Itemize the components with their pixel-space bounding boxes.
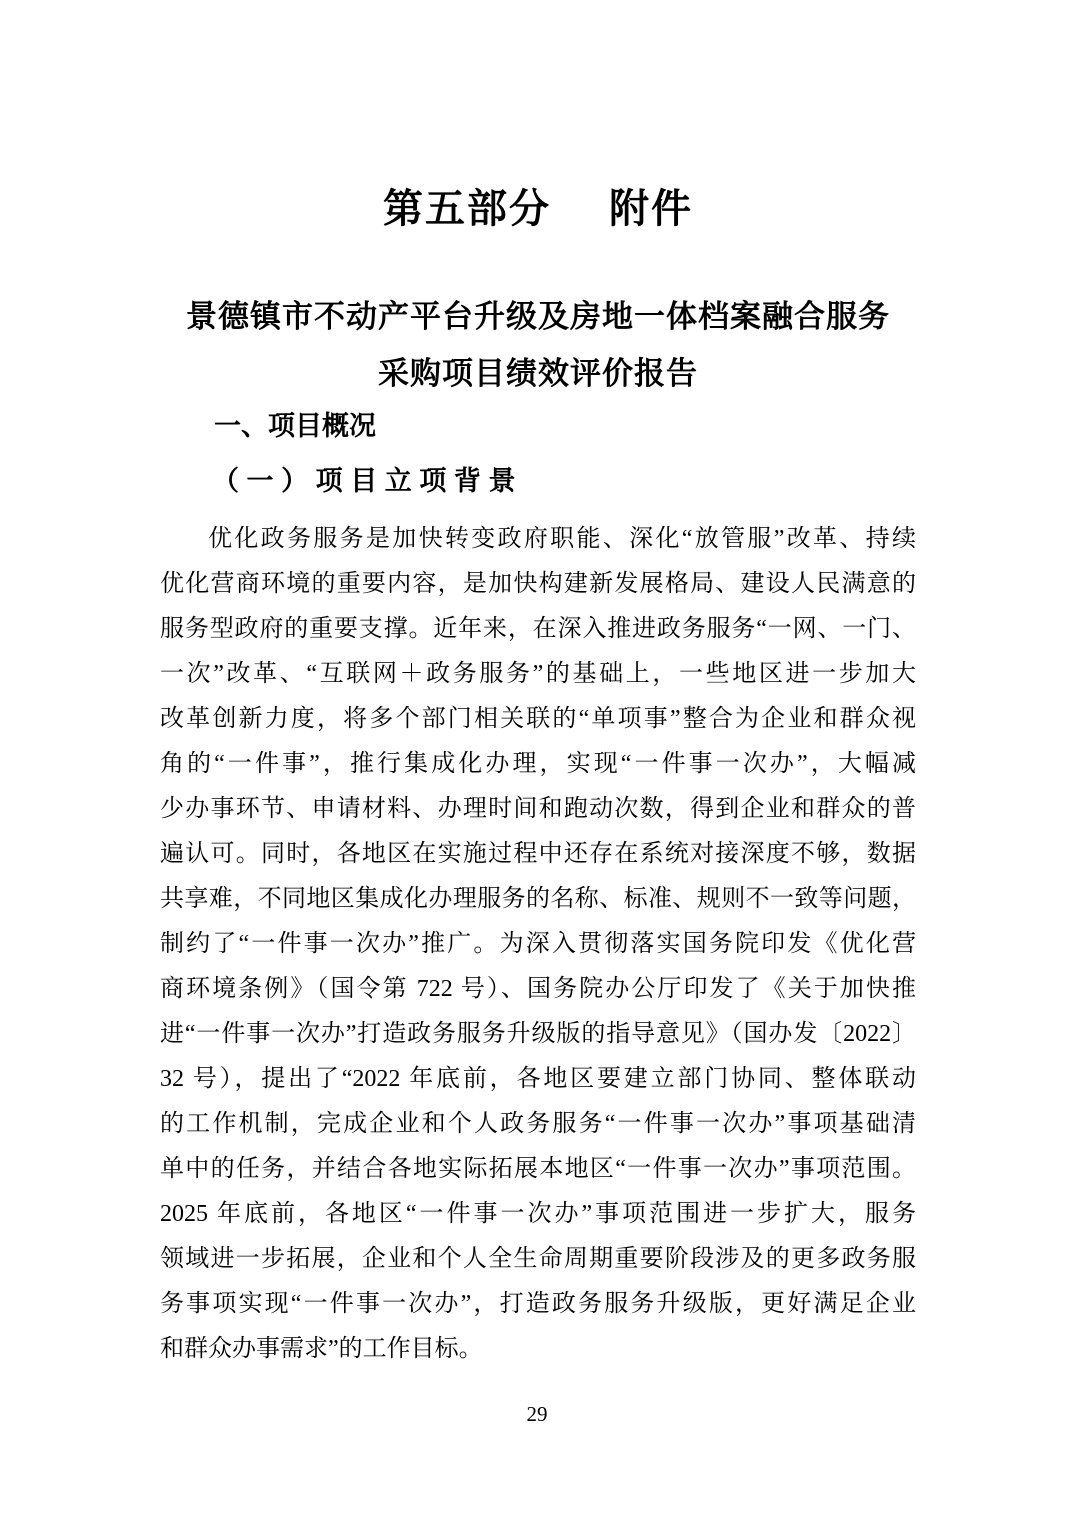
report-title: [160, 288, 916, 402]
body-line: 2025 年底前，各地区“一件事一次办”事项范围进一步扩大，服务: [160, 1201, 916, 1227]
part-title-number: 第五部分: [383, 186, 551, 231]
body-line: 领域进一步拓展，企业和个人全生命周期重要阶段涉及的更多政务服: [160, 1246, 916, 1272]
body-line: 一次”改革、“互联网＋政务服务”的基础上，一些地区进一步加大: [160, 661, 916, 687]
body-line: 32 号），提出了“2022 年底前，各地区要建立部门协同、整体联动: [160, 1066, 916, 1092]
body-line: 的工作机制，完成企业和个人政务服务“一件事一次办”事项基础清: [160, 1111, 916, 1137]
body-line: 单中的任务，并结合各地实际拓展本地区“一件事一次办”事项范围。: [160, 1156, 916, 1182]
subsection-heading: （一）项目立项背景: [212, 466, 524, 496]
report-title-line1: 景德镇市不动产平台升级及房地一体档案融合服务: [186, 299, 890, 334]
body-line: 改革创新力度，将多个部门相关联的“单项事”整合为企业和群众视: [160, 706, 916, 732]
body-line: 和群众办事需求”的工作目标。: [160, 1336, 483, 1362]
body-line: 服务型政府的重要支撑。近年来，在深入推进政务服务“一网、一门、: [160, 616, 916, 642]
part-title-text: 附件: [609, 186, 693, 231]
body-line: 进“一件事一次办”打造政务服务升级版的指导意见》（国办发〔2022〕: [160, 1021, 916, 1047]
body-line: 优化政务服务是加快转变政府职能、深化“放管服”改革、持续: [208, 526, 916, 552]
part-title: [160, 184, 916, 234]
body-line: 制约了“一件事一次办”推广。为深入贯彻落实国务院印发《优化营: [160, 931, 916, 957]
body-line: 角的“一件事”，推行集成化办理，实现“一件事一次办”，大幅减: [160, 751, 916, 777]
body-line: 少办事环节、申请材料、办理时间和跑动次数，得到企业和群众的普: [160, 796, 916, 822]
body-paragraph: [160, 517, 916, 1372]
page-number: 29: [526, 1402, 548, 1426]
section-heading: 一、项目概况: [214, 411, 376, 441]
body-line: 遍认可。同时，各地区在实施过程中还存在系统对接深度不够，数据: [160, 841, 916, 867]
body-line: 共享难，不同地区集成化办理服务的名称、标准、规则不一致等问题，: [160, 886, 916, 912]
body-line: 务事项实现“一件事一次办”，打造政务服务升级版，更好满足企业: [160, 1291, 916, 1317]
body-line: 优化营商环境的重要内容，是加快构建新发展格局、建设人民满意的: [160, 571, 916, 597]
report-title-line2: 采购项目绩效评价报告: [378, 356, 698, 391]
body-line: 商环境条例》（国令第 722 号）、国务院办公厅印发了《关于加快推: [160, 976, 916, 1002]
